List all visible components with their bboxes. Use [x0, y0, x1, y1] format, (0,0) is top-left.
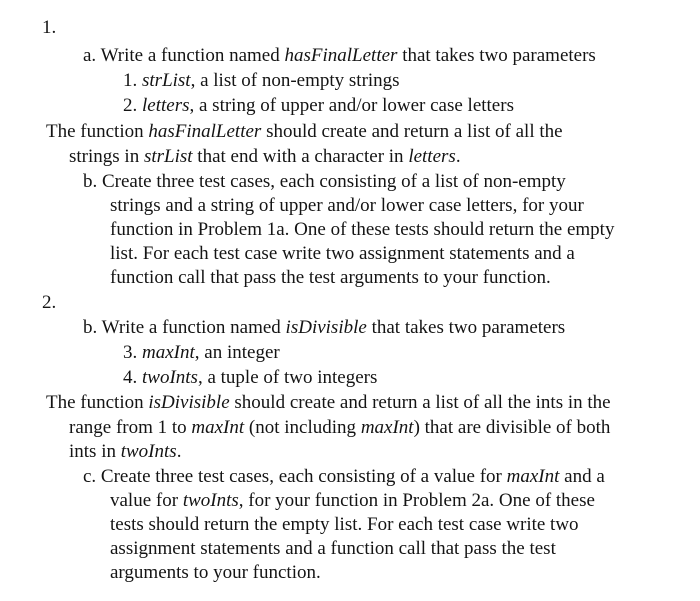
parameter-1: 1. strList, a list of non-empty strings — [123, 70, 400, 91]
problem-2-number: 2. — [42, 292, 57, 313]
problem-1b-line-2: strings and a string of upper and/or lower case letters, for your — [110, 195, 584, 216]
problem-2-description-line-3: ints in twoInts. — [69, 441, 182, 462]
problem-2-description-line-2: range from 1 to maxInt (not including maxInt) that are divisible of both — [69, 417, 611, 438]
problem-2c-line-4: assignment statements and a function call that pass the test — [110, 538, 556, 559]
problem-1-description-line-2: strings in strList that end with a character in letters. — [69, 146, 461, 167]
problem-1-number: 1. — [42, 17, 57, 38]
parameter-2: 2. letters, a string of upper and/or lower case letters — [123, 95, 514, 116]
problem-2-description-line-1: The function isDivisible should create and return a list of all the ints in the — [46, 392, 611, 413]
problem-1b-line-1: b. Create three test cases, each consisting of a list of non-empty — [83, 171, 566, 192]
problem-1b-line-3: function in Problem 1a. One of these tests should return the empty — [110, 219, 615, 240]
problem-1-description-line-1: The function hasFinalLetter should create and return a list of all the — [46, 121, 563, 142]
problem-1b-line-5: function call that pass the test arguments to your function. — [110, 267, 551, 288]
parameter-4: 4. twoInts, a tuple of two integers — [123, 367, 378, 388]
problem-1a-heading: a. Write a function named hasFinalLetter that takes two parameters — [83, 45, 596, 66]
problem-2c-line-3: tests should return the empty list. For each test case write two — [110, 514, 579, 535]
problem-2c-line-2: value for twoInts, for your function in Problem 2a. One of these — [110, 490, 595, 511]
problem-2b-heading: b. Write a function named isDivisible that takes two parameters — [83, 317, 566, 338]
parameter-3: 3. maxInt, an integer — [123, 342, 280, 363]
problem-1b-line-4: list. For each test case write two assignment statements and a — [110, 243, 575, 264]
problem-2c-line-1: c. Create three test cases, each consisting of a value for maxInt and a — [83, 466, 605, 487]
problem-2c-line-5: arguments to your function. — [110, 562, 321, 583]
